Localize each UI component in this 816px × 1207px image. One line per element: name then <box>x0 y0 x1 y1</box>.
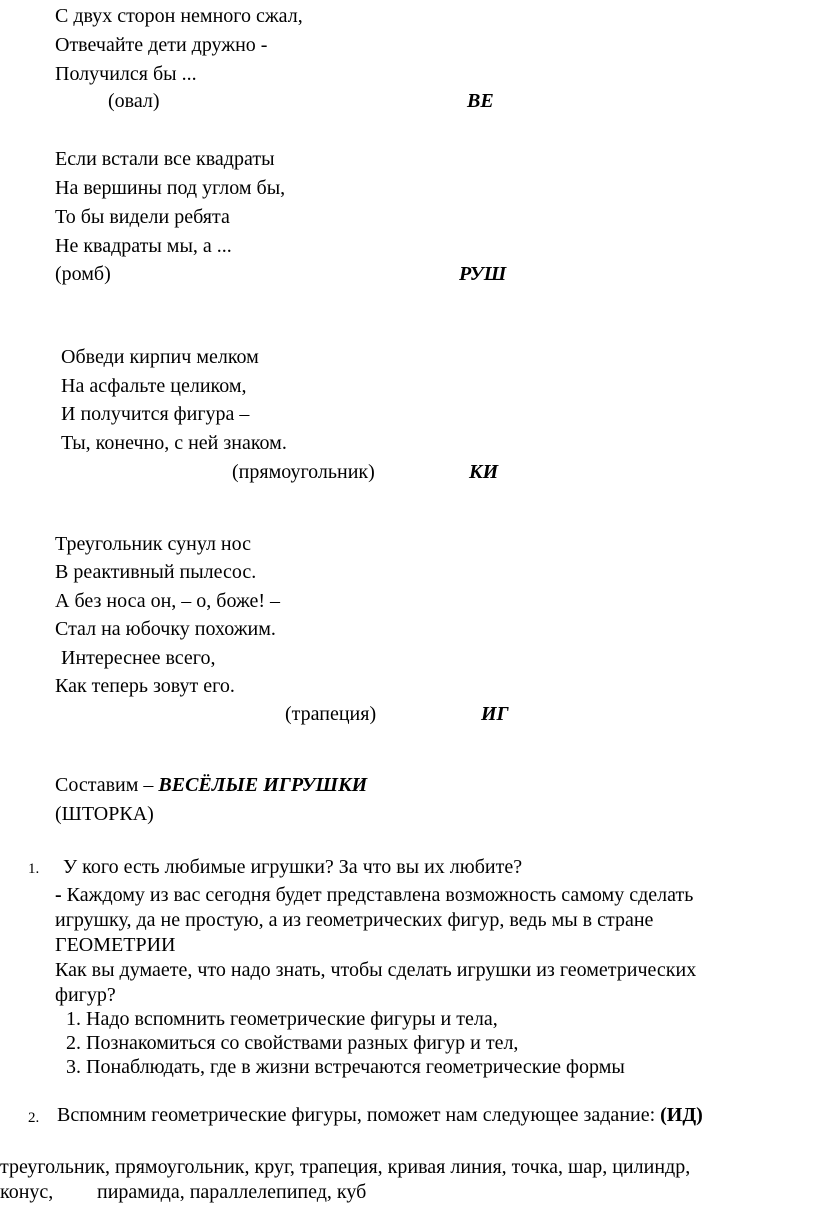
subitem-number: 2. <box>66 1032 81 1054</box>
riddle1-answer: (овал) <box>108 90 160 112</box>
subitem-text: Надо вспомнить геометрические фигуры и тела, <box>86 1008 498 1030</box>
riddle2-line-2: На вершины под углом бы, <box>55 177 286 199</box>
riddle4-line-1: Треугольник сунул нос <box>55 533 251 555</box>
riddle3-line-1: Обведи кирпич мелком <box>61 346 259 368</box>
riddle4-line-2: В реактивный пылесос. <box>55 561 257 583</box>
compose-note: (ШТОРКА) <box>55 803 154 825</box>
item1-ask-line-1: Как вы думаете, что надо знать, чтобы сделать игрушки из геометрических <box>55 959 697 981</box>
item1-number: 1. <box>28 861 40 877</box>
item2-line <box>57 1101 703 1130</box>
item2-number: 2. <box>28 1110 40 1126</box>
riddle2-code: РУШ <box>459 263 507 285</box>
item1-subitem-3 <box>66 1053 625 1082</box>
shapes-line-2b: пирамида, параллелепипед, куб <box>97 1181 367 1203</box>
shapes-line-2a: конус, <box>0 1181 54 1203</box>
riddle2-line-4: Не квадраты мы, а ... <box>55 235 232 257</box>
riddle4-code: ИГ <box>481 703 509 725</box>
riddle4-line-4: Стал на юбочку похожим. <box>55 618 276 640</box>
riddle3-code: КИ <box>469 461 499 483</box>
item1-ask-line-2: фигур? <box>55 984 116 1006</box>
subitem-text: Познакомиться со свойствами разных фигур и тел, <box>86 1032 519 1054</box>
item2-text: Вспомним геометрические фигуры, поможет нам следующее задание: <box>57 1104 661 1126</box>
riddle2-answer: (ромб) <box>55 263 111 285</box>
riddle4-line-5: Интереснее всего, <box>61 647 216 669</box>
compose-heading <box>55 771 367 800</box>
item1-question: У кого есть любимые игрушки? За что вы их любите? <box>63 856 523 878</box>
riddle2-line-1: Если встали все квадраты <box>55 148 275 170</box>
item1-para-text-1: Каждому из вас сегодня будет представлена возможность самому сделать <box>66 884 694 906</box>
riddle1-line-2: Отвечайте дети дружно - <box>55 34 268 56</box>
shapes-line-1: треугольник, прямоугольник, круг, трапеция, кривая линия, точка, шар, цилиндр, <box>0 1156 691 1178</box>
riddle3-line-4: Ты, конечно, с ней знаком. <box>61 432 287 454</box>
riddle3-line-3: И получится фигура – <box>61 403 250 425</box>
riddle1-line-3: Получился бы ... <box>55 63 197 85</box>
riddle1-line-1: С двух сторон немного сжал, <box>55 5 303 27</box>
riddle4-line-6: Как теперь зовут его. <box>55 675 235 697</box>
item1-para-line-3: ГЕОМЕТРИИ <box>55 934 176 956</box>
riddle4-line-3: А без носа он, – о, боже! – <box>55 590 281 612</box>
riddle1-code: ВЕ <box>467 90 494 112</box>
subitem-number: 3. <box>66 1056 81 1078</box>
riddle3-line-2: На асфальте целиком, <box>61 375 247 397</box>
subitem-number: 1. <box>66 1008 81 1030</box>
subitem-text: Понаблюдать, где в жизни встречаются геометрические формы <box>86 1056 625 1078</box>
riddle4-answer: (трапеция) <box>285 703 377 725</box>
riddle2-line-3: То бы видели ребята <box>55 206 230 228</box>
item1-para-line-2: игрушку, да не простую, а из геометрических фигур, ведь мы в стране <box>55 909 654 931</box>
item1-dash: - <box>55 884 62 906</box>
compose-title: ВЕСЁЛЫЕ ИГРУШКИ <box>158 774 368 796</box>
item2-tag: (ИД) <box>660 1104 703 1126</box>
riddle3-answer: (прямоугольник) <box>232 461 375 483</box>
compose-prefix: Составим – <box>55 774 159 796</box>
